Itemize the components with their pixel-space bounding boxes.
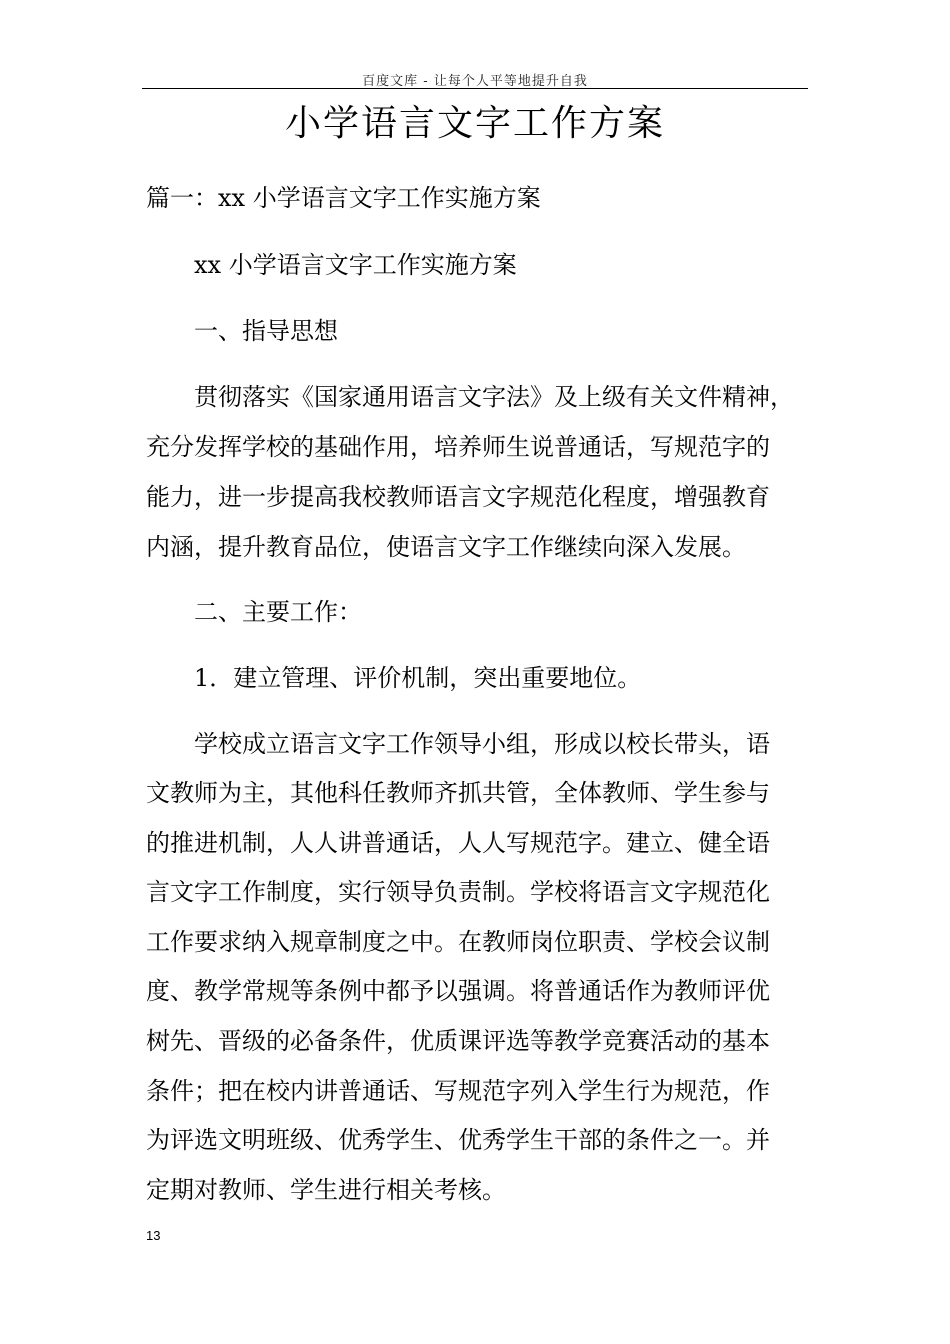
heading-guiding-ideology: 一、指导思想 bbox=[194, 317, 338, 345]
paragraph-2-line: 为评选文明班级、优秀学生、优秀学生干部的条件之一。并 bbox=[146, 1126, 770, 1154]
item-1-heading: 1．建立管理、评价机制，突出重要地位。 bbox=[194, 664, 642, 692]
paragraph-2-line: 言文字工作制度，实行领导负责制。学校将语言文字规范化 bbox=[146, 878, 770, 906]
paragraph-2-line: 文教师为主，其他科任教师齐抓共管，全体教师、学生参与 bbox=[146, 779, 770, 807]
paragraph-2-line: 定期对教师、学生进行相关考核。 bbox=[146, 1176, 506, 1204]
paragraph-1-line: 内涵，提升教育品位，使语言文字工作继续向深入发展。 bbox=[146, 533, 746, 561]
paragraph-1-line: 贯彻落实《国家通用语言文字法》及上级有关文件精神， bbox=[194, 383, 794, 411]
subtitle: xx 小学语言文字工作实施方案 bbox=[194, 251, 517, 279]
document-title: 小学语言文字工作方案 bbox=[284, 103, 665, 144]
paragraph-2-line: 度、教学常规等条例中都予以强调。将普通话作为教师评优 bbox=[146, 977, 770, 1005]
paragraph-1-line: 充分发挥学校的基础作用，培养师生说普通话，写规范字的 bbox=[146, 433, 770, 461]
paragraph-2-line: 的推进机制，人人讲普通话，人人写规范字。建立、健全语 bbox=[146, 829, 770, 857]
section-heading: 篇一：xx 小学语言文字工作实施方案 bbox=[146, 184, 541, 212]
page-number: 13 bbox=[146, 1228, 161, 1243]
heading-main-work: 二、主要工作： bbox=[194, 598, 362, 626]
paragraph-2-line: 树先、晋级的必备条件，优质课评选等教学竞赛活动的基本 bbox=[146, 1027, 770, 1055]
paragraph-2-line: 学校成立语言文字工作领导小组，形成以校长带头，语 bbox=[194, 730, 770, 758]
paragraph-2-line: 工作要求纳入规章制度之中。在教师岗位职责、学校会议制 bbox=[146, 928, 770, 956]
paragraph-2-line: 条件；把在校内讲普通话、写规范字列入学生行为规范，作 bbox=[146, 1077, 770, 1105]
paragraph-1-line: 能力，进一步提高我校教师语言文字规范化程度，增强教育 bbox=[146, 483, 770, 511]
header-rule bbox=[142, 88, 808, 89]
page-header: 百度文库 - 让每个人平等地提升自我 bbox=[362, 74, 588, 89]
